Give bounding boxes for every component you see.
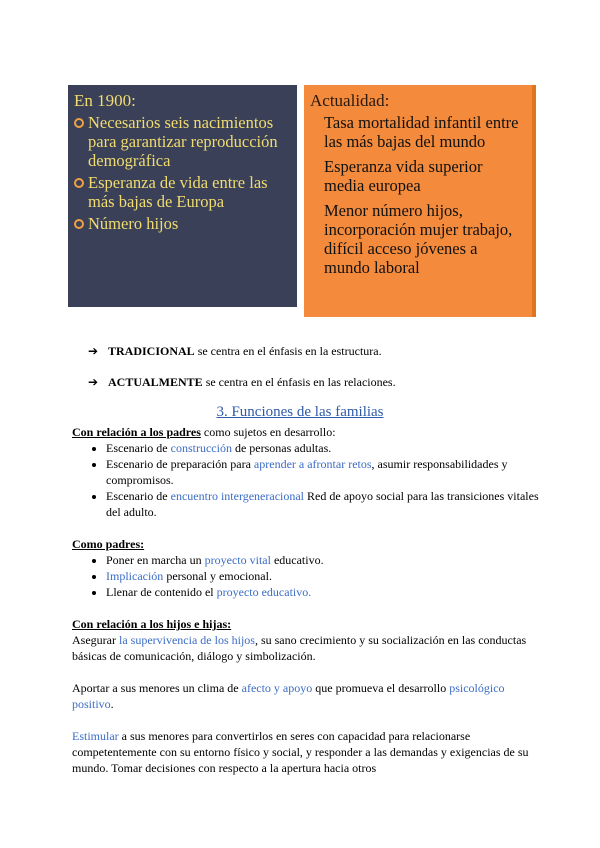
arrow-line-tradicional: [88, 344, 382, 359]
list-item: • Escenario de preparación para aprender a afrontar retos, asumir responsabilidades y compromisos.: [106, 456, 542, 488]
hijos-paragraph-1: Asegurar la supervivencia de los hijos, su sano crecimiento y su socialización en las conductas básicas de comunicación, diálogo y simbolización.: [72, 633, 527, 663]
arrow-bold: TRADICIONAL: [108, 344, 195, 358]
padres-heading-line: Con relación a los padres como sujetos en desarrollo:: [72, 425, 336, 439]
arrow-rest: se centra en el énfasis en las relaciones.: [202, 375, 396, 389]
slide-right-item: Menor número hijos, incorporación mujer trabajo, difícil acceso jóvenes a mundo laboral: [324, 201, 513, 277]
slide-right-title: Actualidad:: [310, 91, 390, 110]
right-arrow-icon: ➔: [88, 375, 99, 389]
slide-left-item: Número hijos: [74, 214, 291, 233]
list-item: • Poner en marcha un proyecto vital educativo.: [106, 552, 542, 568]
slide-right-list: [304, 113, 532, 277]
right-arrow-icon: ➔: [88, 344, 99, 358]
arrow-bold: ACTUALMENTE: [108, 375, 203, 389]
section-title: 3. Funciones de las familias: [216, 404, 384, 420]
como-padres-heading: Como padres:: [72, 537, 145, 551]
hijos-block: [72, 616, 542, 776]
ring-bullet-icon: [74, 118, 84, 128]
slide-right-item: Esperanza vida superior media europea: [324, 157, 483, 195]
slide-left-list: [68, 113, 297, 233]
list-item: • Escenario de construcción de personas adultas.: [106, 440, 542, 456]
slide-left-item: Esperanza de vida entre las más bajas de Europa: [74, 173, 291, 211]
ring-bullet-icon: [74, 219, 84, 229]
slide-right-item: Tasa mortalidad infantil entre las más bajas del mundo: [324, 113, 519, 151]
padres-list: [72, 440, 542, 520]
slide-left-item: Necesarios seis nacimientos para garantizar reproducción demográfica: [74, 113, 291, 170]
slide-left-title: En 1900:: [74, 91, 136, 110]
list-item: • Llenar de contenido el proyecto educativo.: [106, 584, 542, 600]
padres-heading: Con relación a los padres: [72, 425, 201, 439]
slide-panel-1900: [68, 85, 297, 307]
slide-edge-strip: [532, 85, 536, 317]
ring-bullet-icon: [74, 178, 84, 188]
arrow-line-actualmente: [88, 375, 396, 390]
como-padres-list: [72, 552, 542, 600]
list-item: • Escenario de encuentro intergeneracional Red de apoyo social para las transiciones vitales del adulto.: [106, 488, 542, 520]
list-item: • Implicación personal y emocional.: [106, 568, 542, 584]
hijos-paragraph-3: Estimular a sus menores para convertirlos en seres con capacidad para relacionarse competentemente con su entorno físico y social, y responder a las demandas y exigencias de su mundo. Tomar decisiones con respecto a la apertura hacia otros: [72, 729, 529, 775]
como-padres-block: [72, 536, 542, 600]
padres-block: [72, 424, 542, 520]
slide-panel-actualidad: [304, 85, 532, 317]
hijos-heading: Con relación a los hijos e hijas:: [72, 617, 232, 631]
hijos-paragraph-2: Aportar a sus menores un clima de afecto y apoyo que promueva el desarrollo psicológico positivo.: [72, 681, 505, 711]
arrow-rest: se centra en el énfasis en la estructura.: [194, 344, 382, 358]
